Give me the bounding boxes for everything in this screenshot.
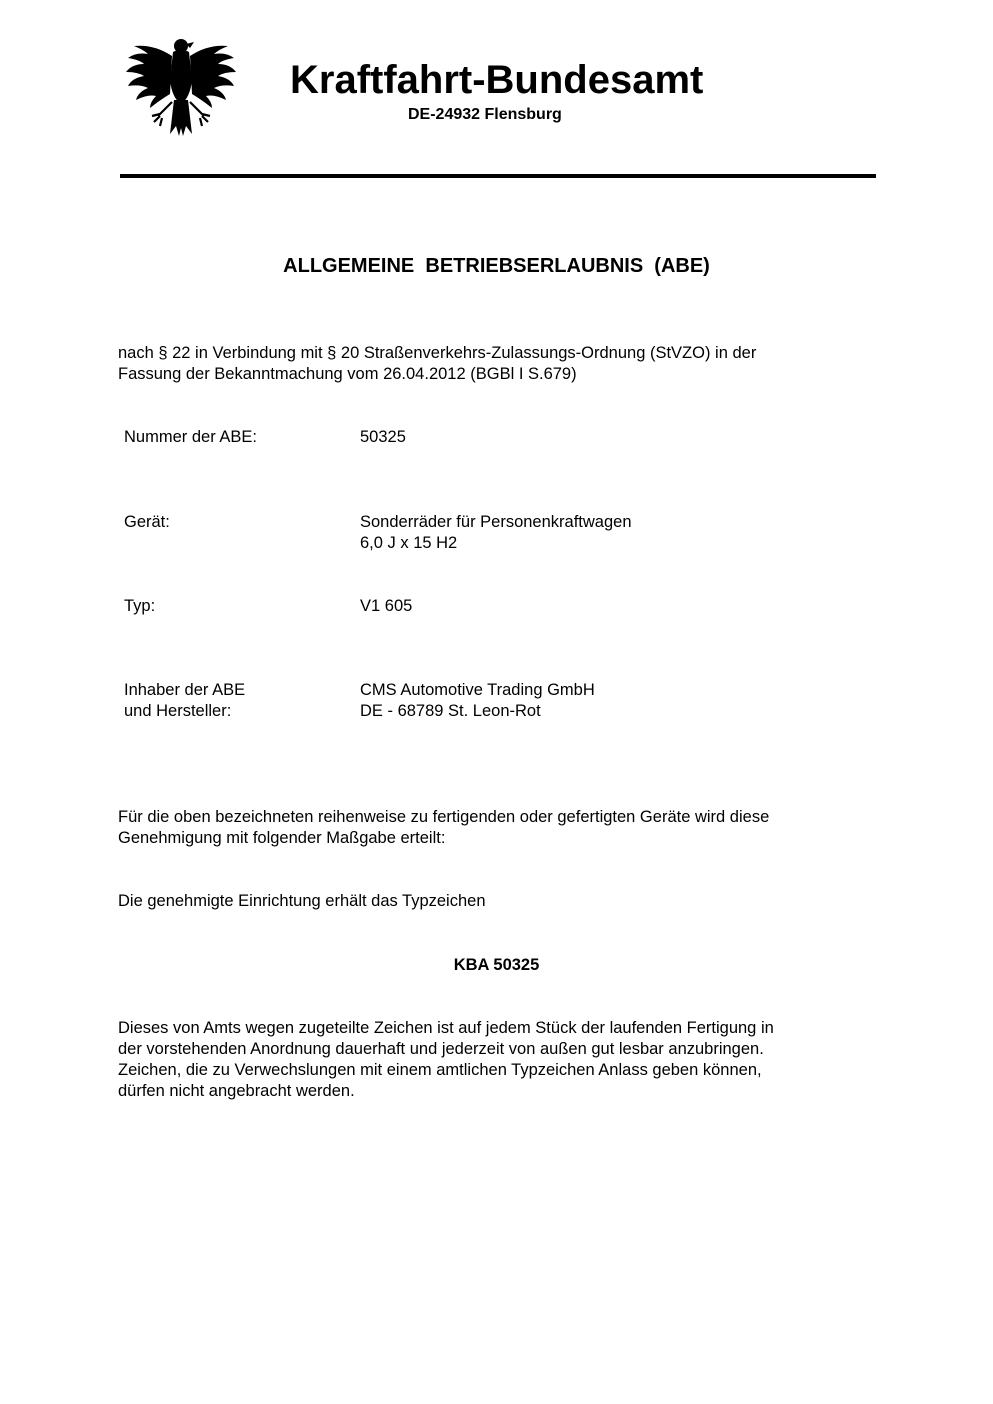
type-mark: KBA 50325 xyxy=(453,956,540,974)
device-value-line: Sonderräder für Personenkraftwagen xyxy=(360,513,632,531)
header-divider xyxy=(120,174,876,178)
marking-text-line: dürfen nicht angebracht werden. xyxy=(118,1082,355,1100)
legal-basis-line: nach § 22 in Verbindung mit § 20 Straßenverkehrs-Zulassungs-Ordnung (StVZO) in der xyxy=(118,344,757,362)
approval-text-line: Für die oben bezeichneten reihenweise zu fertigenden oder gefertigten Geräte wird diese xyxy=(118,808,770,826)
device-value-line: 6,0 J x 15 H2 xyxy=(360,534,458,552)
abe-number-label: Nummer der ABE: xyxy=(124,428,257,446)
legal-basis xyxy=(118,343,756,385)
federal-eagle-icon xyxy=(124,36,236,140)
marking-text-line: Zeichen, die zu Verwechslungen mit einem amtlichen Typzeichen Anlass geben können, xyxy=(118,1061,762,1079)
approval-text-line: Genehmigung mit folgender Maßgabe erteilt: xyxy=(118,829,446,847)
legal-basis-line: Fassung der Bekanntmachung vom 26.04.2012 (BGBl I S.679) xyxy=(118,365,577,383)
organization-address: DE-24932 Flensburg xyxy=(408,106,562,123)
type-mark-intro: Die genehmigte Einrichtung erhält das Typzeichen xyxy=(118,892,486,910)
holder-value-line: CMS Automotive Trading GmbH xyxy=(360,681,595,699)
marking-text-line: der vorstehenden Anordnung dauerhaft und jederzeit von außen gut lesbar anzubringen. xyxy=(118,1040,764,1058)
holder-label-line: und Hersteller: xyxy=(124,702,232,720)
holder-value xyxy=(360,680,595,722)
approval-text xyxy=(118,807,769,849)
holder-value-line: DE - 68789 St. Leon-Rot xyxy=(360,702,541,720)
device-value xyxy=(360,512,632,554)
abe-number-value: 50325 xyxy=(360,428,406,446)
marking-text-line: Dieses von Amts wegen zugeteilte Zeichen ist auf jedem Stück der laufenden Fertigung in xyxy=(118,1019,774,1037)
type-value: V1 605 xyxy=(360,597,413,615)
device-label: Gerät: xyxy=(124,513,170,531)
document-title: ALLGEMEINE BETRIEBSERLAUBNIS (ABE) xyxy=(283,255,710,277)
type-label: Typ: xyxy=(124,597,156,615)
holder-label xyxy=(124,680,245,722)
organization-name: Kraftfahrt-Bundesamt xyxy=(290,58,704,102)
holder-label-line: Inhaber der ABE xyxy=(124,681,246,699)
marking-text xyxy=(118,1018,774,1102)
